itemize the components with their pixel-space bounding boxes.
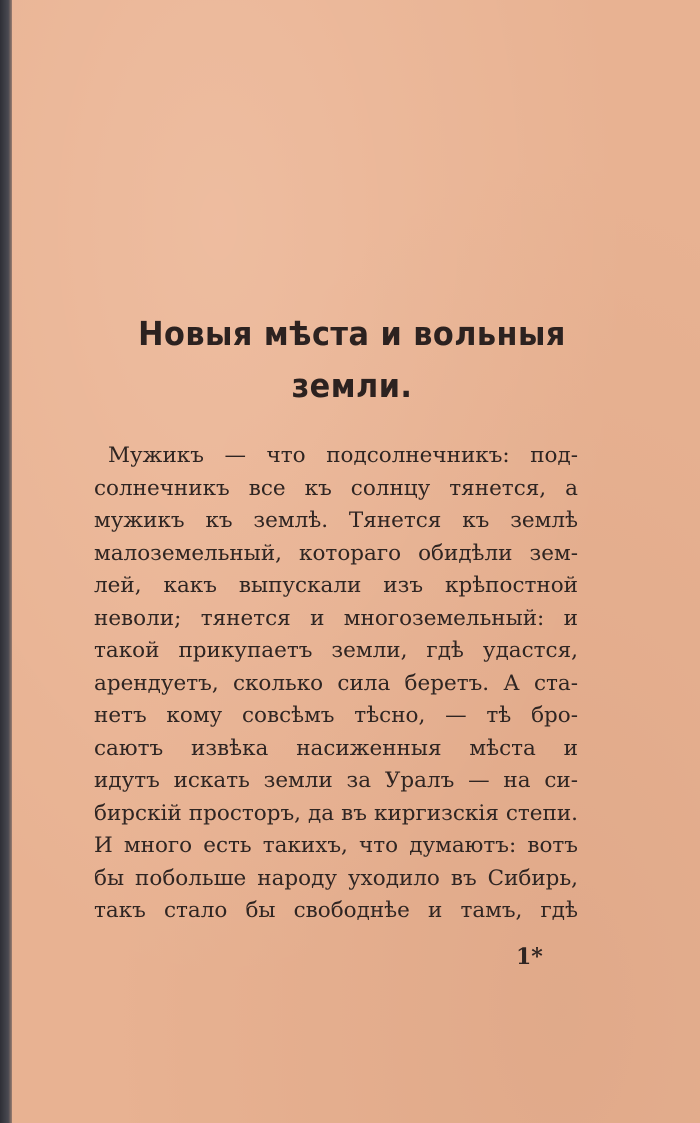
text-line: арендуетъ, сколько сила беретъ. А ста- [94, 670, 578, 696]
text-line: бирскій просторъ, да въ киргизскія степи. [94, 800, 578, 826]
book-page [12, 0, 700, 1123]
chapter-title-line-1: Новыя мѣста и вольныя [138, 314, 566, 353]
text-line: неволи; тянется и многоземельный: и [94, 605, 578, 631]
text-line: бы побольше народу уходило въ Сибирь, [94, 865, 578, 891]
text-line: малоземельный, котораго обидѣли зем- [94, 540, 578, 566]
text-line: такъ стало бы свободнѣе и тамъ, гдѣ [94, 898, 578, 923]
chapter-title-line-2: земли. [291, 366, 413, 405]
text-line: мужикъ къ землѣ. Тянется къ землѣ [94, 508, 578, 533]
chapter-title [94, 308, 609, 412]
body-paragraph [94, 440, 578, 928]
text-line: саютъ извѣка насиженныя мѣста и [94, 735, 578, 761]
text-line: солнечникъ все къ солнцу тянется, а [94, 475, 578, 501]
text-line: И много есть такихъ, что думаютъ: вотъ [94, 833, 578, 858]
text-line: лей, какъ выпускали изъ крѣпостной [94, 573, 578, 598]
signature-mark: 1* [516, 944, 543, 970]
text-line: такой прикупаетъ земли, гдѣ удастся, [94, 638, 578, 663]
text-line: идутъ искать земли за Уралъ — на си- [94, 768, 578, 793]
text-line: нетъ кому совсѣмъ тѣсно, — тѣ бро- [94, 703, 578, 728]
text-line: Мужикъ — что подсолнечникъ: под- [108, 443, 578, 468]
